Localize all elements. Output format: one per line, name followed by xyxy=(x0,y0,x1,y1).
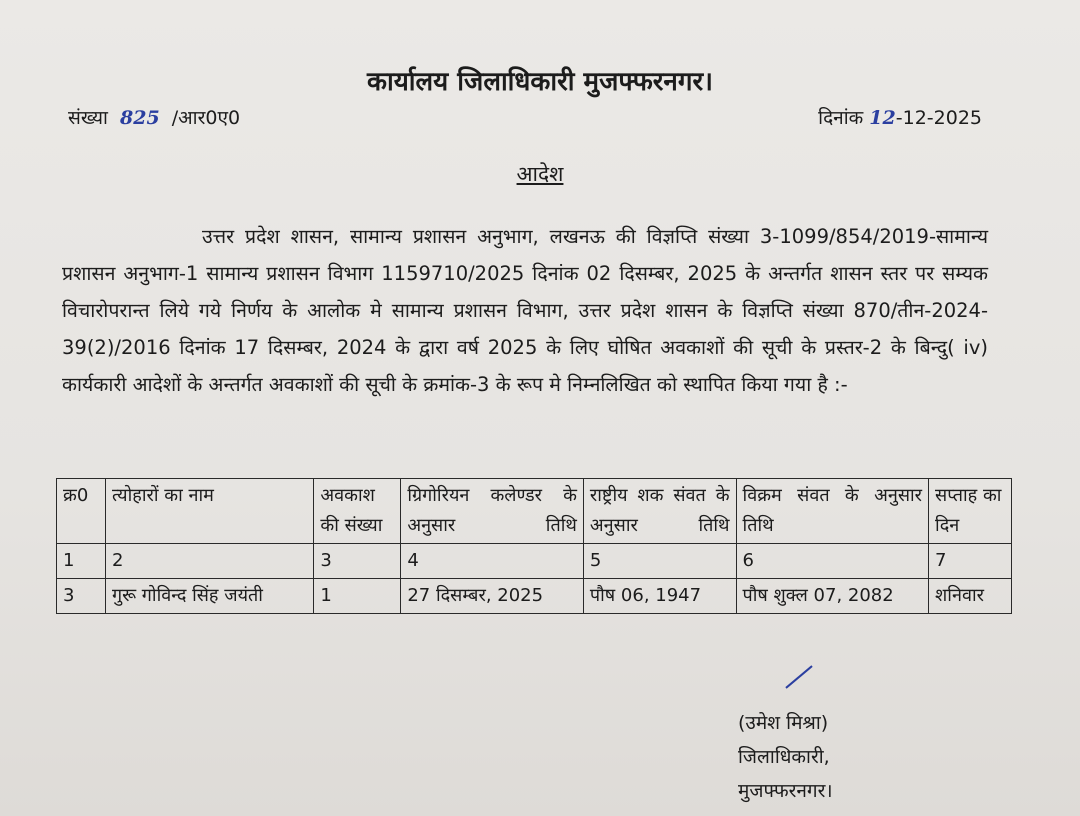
header-shaka-date: राष्ट्रीय शक संवत के अनुसार तिथि xyxy=(583,479,736,544)
handwritten-date-day: 12 xyxy=(869,107,896,129)
signature-mark xyxy=(785,665,812,688)
reference-suffix: /आर0ए0 xyxy=(171,107,241,129)
header-weekday: सप्ताह का दिन xyxy=(929,479,1012,544)
header-vikram-date: विक्रम संवत के अनुसार तिथि xyxy=(736,479,929,544)
signatory-name: (उमेश मिश्रा) xyxy=(738,712,829,734)
table-cell: 3 xyxy=(57,579,106,614)
table-header-row xyxy=(57,479,1012,544)
header-festival-name: त्योहारों का नाम xyxy=(105,479,313,544)
table-cell: 5 xyxy=(583,544,736,579)
table-cell: 4 xyxy=(401,544,584,579)
table-cell: 6 xyxy=(736,544,929,579)
table-cell: गुरू गोविन्द सिंह जयंती xyxy=(105,579,313,614)
header-holiday-count: अवकाश की संख्या xyxy=(314,479,401,544)
table-cell: 27 दिसम्बर, 2025 xyxy=(401,579,584,614)
holiday-table xyxy=(56,478,1012,614)
signature-block xyxy=(738,706,833,808)
handwritten-ref-number: 825 xyxy=(120,107,160,129)
date-label: दिनांक xyxy=(818,107,864,129)
office-title: कार्यालय जिलाधिकारी मुजफ्फरनगर। xyxy=(367,67,713,97)
order-body xyxy=(62,218,988,403)
table-cell: 1 xyxy=(314,579,401,614)
table-cell: पौष शुक्ल 07, 2082 xyxy=(736,579,929,614)
header-serial: क्र0 xyxy=(57,479,106,544)
table-cell: 3 xyxy=(314,544,401,579)
table-cell: पौष 06, 1947 xyxy=(583,579,736,614)
header-gregorian-date: ग्रिगोरियन कलेण्डर के अनुसार तिथि xyxy=(401,479,584,544)
table-cell: शनिवार xyxy=(929,579,1012,614)
table-cell: 7 xyxy=(929,544,1012,579)
table-cell: 1 xyxy=(57,544,106,579)
reference-number xyxy=(68,104,240,130)
order-heading: आदेश xyxy=(516,162,564,186)
table-cell: 2 xyxy=(105,544,313,579)
signatory-place: मुजफ्फरनगर। xyxy=(738,780,833,802)
signatory-designation: जिलाधिकारी, xyxy=(738,746,830,768)
date-rest: -12-2025 xyxy=(895,107,982,129)
reference-label: संख्या xyxy=(68,107,108,129)
table-index-row xyxy=(57,544,1012,579)
order-paragraph: उत्तर प्रदेश शासन, सामान्य प्रशासन अनुभाग, लखनऊ की विज्ञप्ति संख्या 3-1099/854/2019-सामान्य प्रशासन अनुभाग-1 सामान्य प्रशासन विभाग 1159710/2025 दिनांक 02 दिसम्बर, 2025 के अन्तर्गत शासन स्तर पर सम्यक विचारोपरान्त लिये गये निर्णय के आलोक मे सामान्य प्रशासन विभाग, उत्तर प्रदेश शासन के विज्ञप्ति संख्या 870/तीन-2024-39(2)/2016 दिनांक 17 दिसम्बर, 2024 के द्वारा वर्ष 2025 के लिए घोषित अवकाशों की सूची के प्रस्तर-2 के बिन्दु( iv) कार्यकारी आदेशों के अन्तर्गत अवकाशों की सूची के क्रमांक-3 के रूप मे निम्नलिखित को स्थापित किया गया है :- xyxy=(62,225,988,396)
table-row xyxy=(57,579,1012,614)
order-date xyxy=(818,104,982,130)
